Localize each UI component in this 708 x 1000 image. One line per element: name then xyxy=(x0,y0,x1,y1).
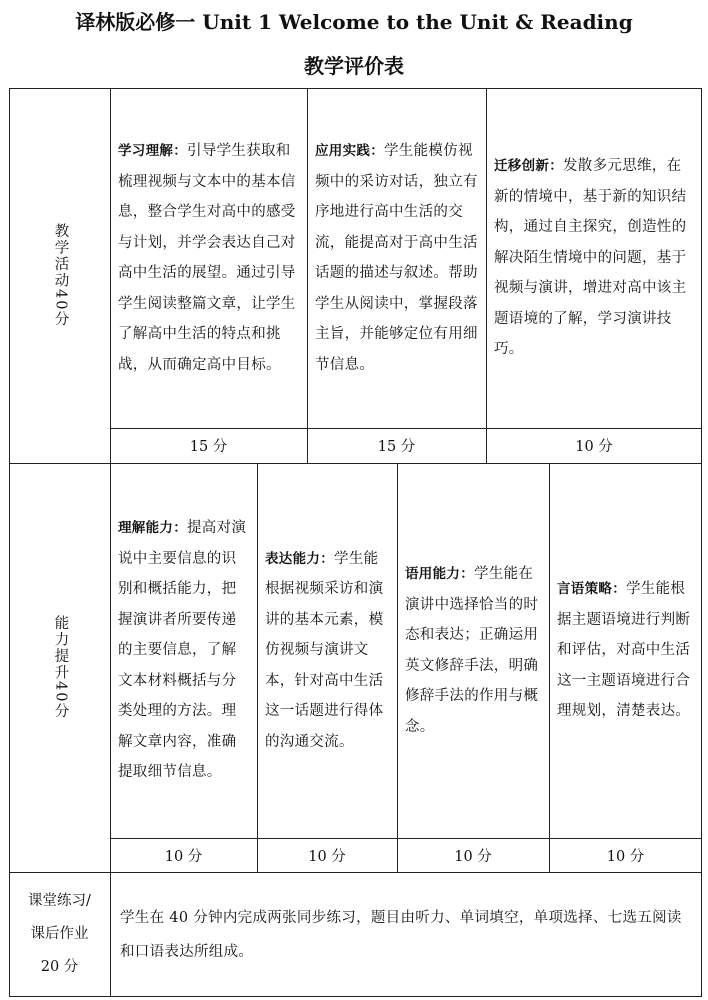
item-score: 10 分 xyxy=(454,848,492,865)
item-text: 发散多元思维，在新的情境中，基于新的知识结构，通过自主探究，创造性的解决陌生情境中的问题，基于视频与演讲，增进对高中该主题语境的了解，学习演讲技巧。 xyxy=(494,158,687,358)
item-score: 15 分 xyxy=(377,439,416,455)
item-keyword: 言语策略： xyxy=(557,581,626,598)
item-keyword: 语用能力： xyxy=(405,566,474,582)
item-application-practice xyxy=(307,88,486,428)
item-learning-understanding xyxy=(110,88,307,428)
item-text: 学生能根据主题语境进行判断和评估，对高中生活这一主题语境进行合理规划，清楚表达。 xyxy=(557,581,691,720)
category-teaching-activity: 教学活动40分 xyxy=(52,223,69,328)
homework-label-line: 课堂练习/ xyxy=(28,893,91,909)
homework-text: 学生在 40 分钟内完成两张同步练习，题目由听力、单词填空，单项选择、七选五阅读和口语表达所组成。 xyxy=(120,909,682,960)
item-transfer-innovation xyxy=(486,88,702,428)
item-score: 10 分 xyxy=(575,439,613,455)
item-text: 引导学生获取和梳理视频与文本中的基本信息，整合学生对高中的感受与计划，并学会表达自己对高中生活的展望。通过引导学生阅读整篇文章，让学生了解高中生活的特点和挑战，从而确定高中目标。 xyxy=(118,143,296,373)
item-score: 10 分 xyxy=(164,848,203,865)
item-text: 学生能在演讲中选择恰当的时态和表达；正确运用英文修辞手法，明确修辞手法的作用与概念。 xyxy=(405,566,539,735)
item-keyword: 学习理解： xyxy=(118,143,187,159)
item-pragmatic-ability xyxy=(397,463,549,838)
item-text: 学生能根据视频采访和演讲的基本元素，模仿视频与演讲文本，针对高中生活这一话题进行得体的沟通交流。 xyxy=(265,550,384,750)
item-keyword: 理解能力： xyxy=(118,520,187,537)
category-ability-improvement: 能力提升40分 xyxy=(52,615,69,720)
document-title: 译林版必修一 Unit 1 Welcome to the Unit & Reading xyxy=(75,10,633,34)
category-homework xyxy=(9,872,110,997)
item-keyword: 应用实践： xyxy=(315,143,384,159)
item-text: 提高对演说中主要信息的识别和概括能力，把握演讲者所要传递的主要信息，了解文本材料概括与分类处理的方法。理解文章内容，准确提取细节信息。 xyxy=(118,520,247,781)
item-speech-strategy xyxy=(549,463,702,838)
item-score: 10 分 xyxy=(308,848,346,865)
homework-label-line: 20 分 xyxy=(40,959,79,975)
item-text: 学生能模仿视频中的采访对话，独立有序地进行高中生活的交流，能提高对于高中生活话题的描述与叙述。帮助学生从阅读中，掌握段落主旨，并能够定位有用细节信息。 xyxy=(315,143,478,373)
item-score: 10 分 xyxy=(606,848,645,865)
document-subtitle: 教学评价表 xyxy=(304,54,404,78)
item-score: 15 分 xyxy=(189,439,228,455)
homework-label-line: 课后作业 xyxy=(30,926,89,942)
item-keyword: 迁移创新： xyxy=(494,158,563,175)
homework-description xyxy=(110,872,702,997)
item-expression-ability xyxy=(257,463,397,838)
item-keyword: 表达能力： xyxy=(265,550,334,567)
item-comprehension-ability xyxy=(110,463,257,838)
